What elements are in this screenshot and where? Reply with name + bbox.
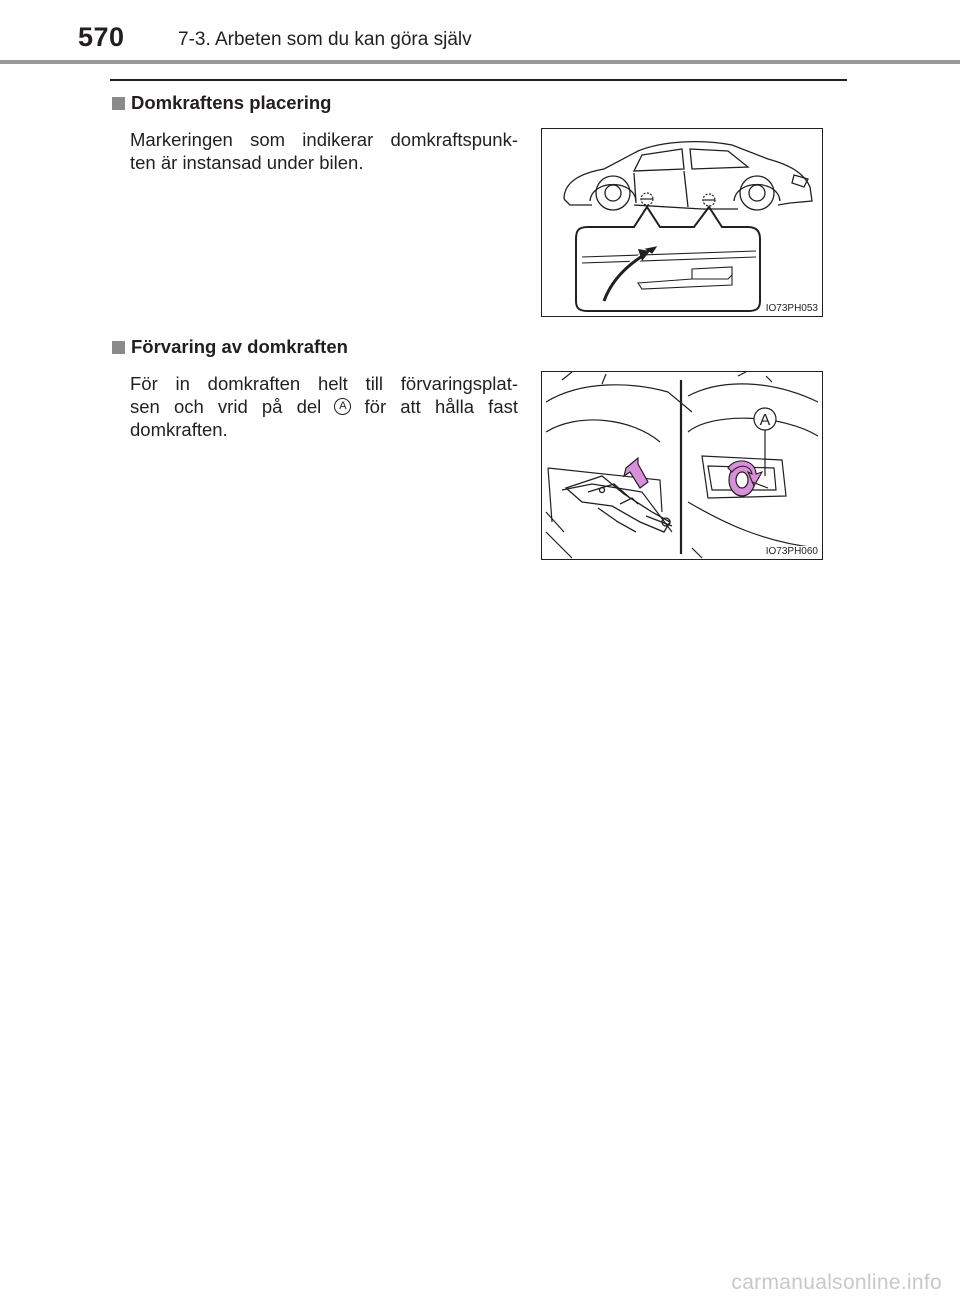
section-heading-jack-placement <box>112 92 331 114</box>
figure-jack-points <box>541 128 823 317</box>
figure-code: IO73PH053 <box>765 303 818 314</box>
heading-square-icon <box>112 97 125 110</box>
body-line-with-marker <box>130 395 518 418</box>
body-line: Markeringen som indikerar domkraftspunk- <box>130 129 518 150</box>
section-body-jack-storage <box>130 372 518 441</box>
heading-text: Domkraftens placering <box>131 92 332 113</box>
body-line-segment: sen och vrid på del <box>130 396 322 417</box>
section-rule <box>110 79 847 81</box>
car-jack-point-illustration <box>542 129 822 316</box>
page-number: 570 <box>78 22 125 52</box>
body-line: domkraften. <box>130 419 228 440</box>
header-rule <box>0 60 960 64</box>
jack-storage-illustration <box>542 372 822 559</box>
section-body-jack-placement <box>130 128 518 174</box>
callout-a-label: A <box>759 412 771 429</box>
section-heading-jack-storage <box>112 336 348 358</box>
figure-code: IO73PH060 <box>765 546 818 557</box>
figure-jack-storage <box>541 371 823 560</box>
heading-text: Förvaring av domkraften <box>131 336 348 357</box>
heading-square-icon <box>112 341 125 354</box>
body-line-segment: för att hålla fast <box>364 396 518 417</box>
body-line: För in domkraften helt till förvaringsplat- <box>130 373 518 394</box>
part-a-marker-icon: A <box>334 398 351 415</box>
body-line: ten är instansad under bilen. <box>130 152 364 173</box>
chapter-title: 7-3. Arbeten som du kan göra själv <box>178 29 472 50</box>
watermark: carmanualsonline.info <box>731 1271 942 1294</box>
